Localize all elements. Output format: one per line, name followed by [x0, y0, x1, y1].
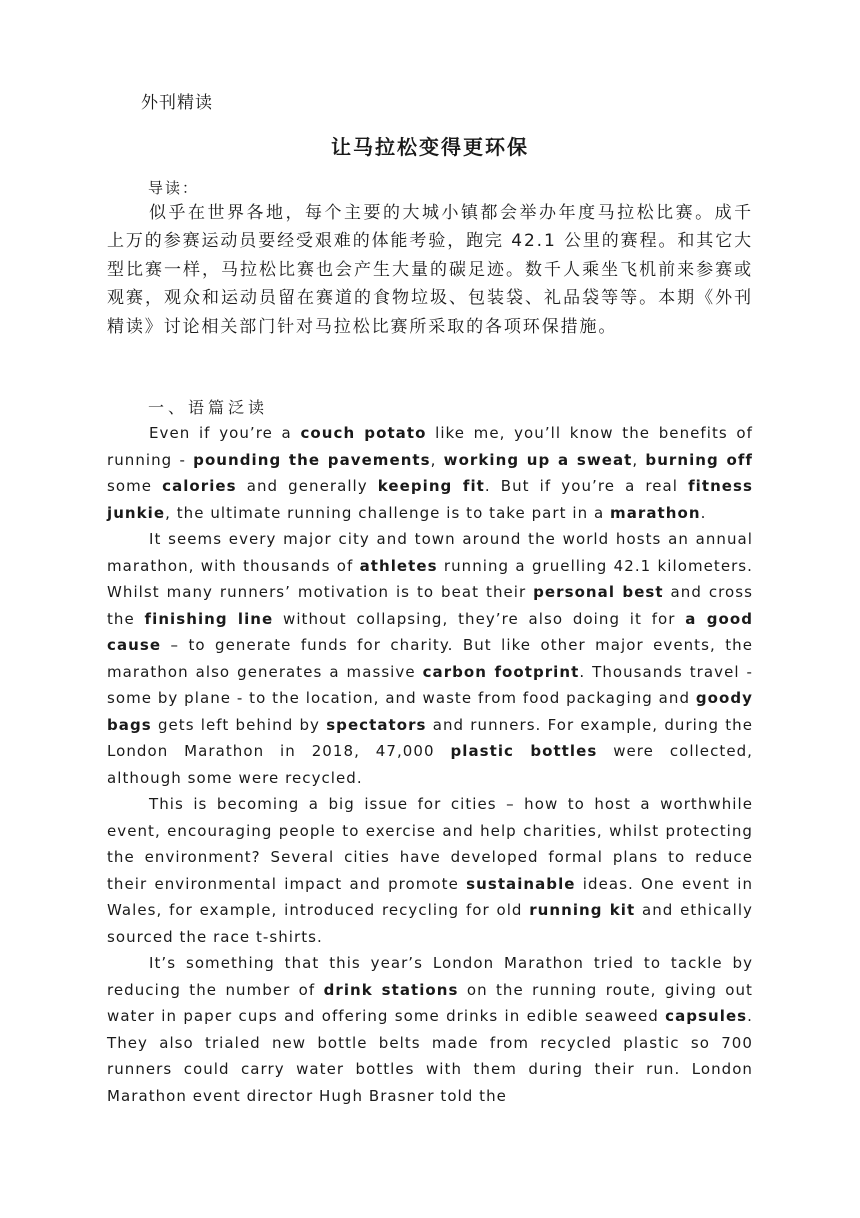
text-run: running a gruelling 42.1 kilometers. Whilst many runners’ motivation is to beat their: [107, 556, 753, 601]
key-phrase: working up a sweat: [443, 450, 633, 469]
key-phrase: carbon footprint: [422, 662, 580, 681]
text-run: , the ultimate running challenge is to take part in a: [165, 503, 611, 522]
key-phrase: calories: [162, 477, 237, 495]
text-run: ,: [430, 450, 444, 469]
key-phrase: athletes: [359, 556, 438, 575]
text-run: It seems every major city and town around the world hosts an annual marathon, with thousands of: [107, 530, 753, 575]
text-run: ideas. One event in Wales, for example, introduced recycling for old: [107, 874, 753, 919]
text-run: and ethically sourced the race t-shirts.: [107, 901, 753, 946]
key-phrase: fitness junkie: [107, 477, 753, 522]
article-body: [107, 420, 753, 1109]
article-paragraph: [107, 526, 753, 791]
key-phrase: spectators: [326, 715, 427, 734]
text-run: some: [107, 477, 163, 495]
key-phrase: pounding the pavements: [193, 450, 431, 469]
text-run: .: [700, 503, 707, 522]
text-run: and cross the: [107, 583, 753, 628]
article-paragraph: [107, 420, 753, 526]
guide-label: 导读：: [148, 179, 200, 197]
text-run: . They also trialed new bottle belts made from recycled plastic so 700 runners could carry water bottles with them during their run. London Marathon event director Hugh Brasner told the: [107, 1007, 753, 1105]
section-heading: 一、语篇泛读: [148, 398, 269, 417]
text-run: and runners. For example, during the London Marathon in 2018, 47,000: [107, 715, 753, 760]
key-phrase: running kit: [529, 901, 636, 919]
article-paragraph: [107, 791, 753, 950]
text-run: gets left behind by: [151, 715, 327, 734]
key-phrase: capsules: [665, 1007, 748, 1025]
article-paragraph: [107, 950, 753, 1109]
key-phrase: personal best: [533, 583, 664, 601]
text-run: and generally: [236, 477, 378, 495]
key-phrase: sustainable: [466, 874, 576, 893]
guide-paragraph: 似乎在世界各地，每个主要的大城小镇都会举办年度马拉松比赛。成千上万的参赛运动员要经受艰难的体能考验，跑完 42.1 公里的赛程。和其它大型比赛一样，马拉松比赛也会产生大量的碳足迹。数千人乘坐飞机前来参赛或观赛，观众和运动员留在赛道的食物垃圾、包装袋、礼品袋等等。本期《外刊精读》讨论相关部门针对马拉松比赛所采取的各项环保措施。: [107, 203, 753, 337]
text-run: It’s something that this year’s London Marathon tried to tackle by reducing the number of: [107, 954, 753, 999]
text-run: ,: [632, 450, 646, 469]
key-phrase: plastic bottles: [450, 742, 598, 760]
key-phrase: a good cause: [107, 609, 753, 654]
text-run: were collected, although some were recycled.: [107, 742, 753, 787]
key-phrase: marathon: [610, 503, 701, 522]
text-run: Even if you’re a: [149, 424, 301, 442]
text-run: without collapsing, they’re also doing it for: [273, 609, 686, 628]
key-phrase: keeping fit: [377, 477, 485, 495]
text-run: – to generate funds for charity. But like other major events, the marathon also generates a massive: [107, 636, 753, 681]
text-run: . Thousands travel - some by plane - to the location, and waste from food packaging and: [107, 662, 753, 707]
guide-text: [107, 199, 753, 341]
column-header: 外刊精读: [141, 93, 213, 113]
key-phrase: couch potato: [300, 424, 427, 442]
key-phrase: burning off: [645, 450, 753, 469]
text-run: . But if you’re a real: [484, 477, 689, 495]
text-run: like me, you’ll know the benefits of running -: [107, 424, 753, 469]
key-phrase: drink stations: [323, 980, 459, 999]
article-title: 让马拉松变得更环保: [331, 135, 529, 159]
key-phrase: goody bags: [107, 689, 753, 734]
text-run: This is becoming a big issue for cities – how to host a worthwhile event, encouraging people to exercise and help charities, whilst protecting the environment? Several cities have developed formal plans to reduce their environmental impact and promote: [107, 795, 753, 893]
key-phrase: finishing line: [144, 609, 274, 628]
text-run: on the running route, giving out water in paper cups and offering some drinks in edible seaweed: [107, 980, 753, 1025]
